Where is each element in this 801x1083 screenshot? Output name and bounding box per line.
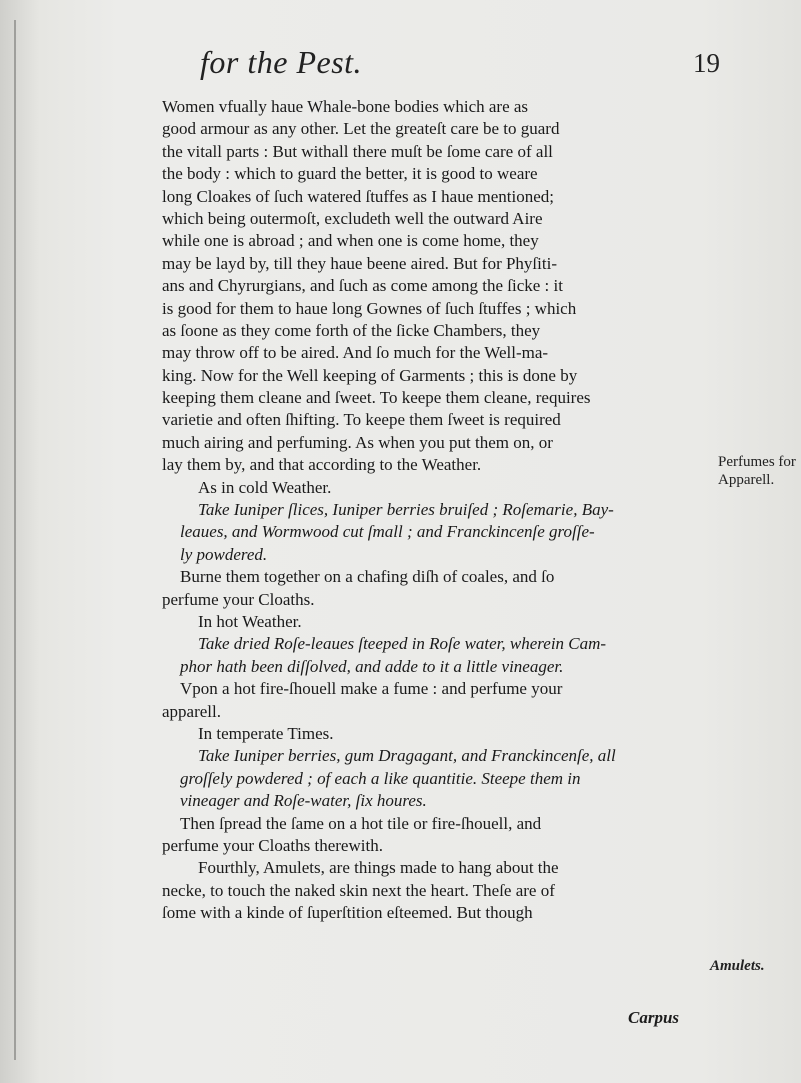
text-line: perfume your Cloaths therewith. [162,835,383,855]
text-line: Take Iuniper berries, gum Dragagant, and Franckincenſe, all [198,746,616,766]
text-line: groſſely powdered ; of each a like quantitie. Steepe them in [180,768,581,788]
text-line: ans and Chyrurgians, and ſuch as come among the ſicke : it [162,276,563,296]
text-line: may throw off to be aired. And ſo much for the Well-ma- [162,343,549,363]
text-line: Burne them together on a chafing diſh of coales, and ſo [180,567,555,587]
text-line: may be layd by, till they haue beene aired. But for Phyſiti- [162,253,557,273]
margin-note-amulets: Amulets. [710,958,765,974]
text-line: In hot Weather. [198,611,302,631]
text-line: Then ſpread the ſame on a hot tile or fire-ſhouell, and [180,813,542,833]
text-line: while one is abroad ; and when one is come home, they [162,231,539,251]
text-line: ly powdered. [180,544,268,564]
text-line: necke, to touch the naked skin next the heart. Theſe are of [162,880,555,900]
text-line: ſome with a kinde of ſuperſtition eſteemed. But though [162,903,533,923]
text-line: king. Now for the Well keeping of Garments ; this is done by [162,365,578,385]
running-title: for the Pest. [200,44,363,80]
text-line: phor hath been diſſolved, and adde to it a little vineager. [180,656,564,676]
text-line: perfume your Cloaths. [162,589,315,609]
text-line: much airing and perfuming. As when you put them on, or [162,432,553,452]
text-line: Take dried Roſe-leaues ſteeped in Roſe water, wherein Cam- [198,634,607,654]
text-line: keeping them cleane and ſweet. To keepe them cleane, requires [162,388,591,408]
text-line: is good for them to haue long Gownes of ſuch ſtuffes ; which [162,298,577,318]
text-line: Take Iuniper ſlices, Iuniper berries bruiſed ; Roſemarie, Bay- [198,500,614,520]
page-header [200,42,720,88]
body-text [162,96,708,924]
text-line: vineager and Roſe-water, ſix houres. [180,791,427,811]
catchword: Carpus [628,1008,680,1027]
text-line: the body : which to guard the better, it is good to weare [162,164,538,184]
text-line: As in cold Weather. [198,477,332,497]
text-line: varietie and often ſhifting. To keepe them ſweet is required [162,410,561,430]
text-line: Fourthly, Amulets, are things made to hang about the [198,858,559,878]
text-line: In temperate Times. [198,723,334,743]
text-line: good armour as any other. Let the greateſt care be to guard [162,119,560,139]
text-line: long Cloakes of ſuch watered ſtuffes as I haue mentioned; [162,186,554,206]
text-line: the vitall parts : But withall there muſt be ſome care of all [162,141,553,161]
text-line: Vpon a hot fire-ſhouell make a fume : and perfume your [180,679,563,699]
gutter-edge [14,20,16,1060]
text-line: which being outermoſt, excludeth well the outward Aire [162,208,543,228]
text-line: lay them by, and that according to the Weather. [162,455,482,475]
text-line: apparell. [162,701,221,721]
text-line: leaues, and Wormwood cut ſmall ; and Franckincenſe groſſe- [180,522,595,542]
page-number: 19 [693,48,720,78]
margin-note-perfumes: Perfumes for Apparell. [718,454,796,488]
text-line: as ſoone as they come forth of the ſicke Chambers, they [162,320,541,340]
text-line: Women vfually haue Whale-bone bodies which are as [162,97,529,116]
